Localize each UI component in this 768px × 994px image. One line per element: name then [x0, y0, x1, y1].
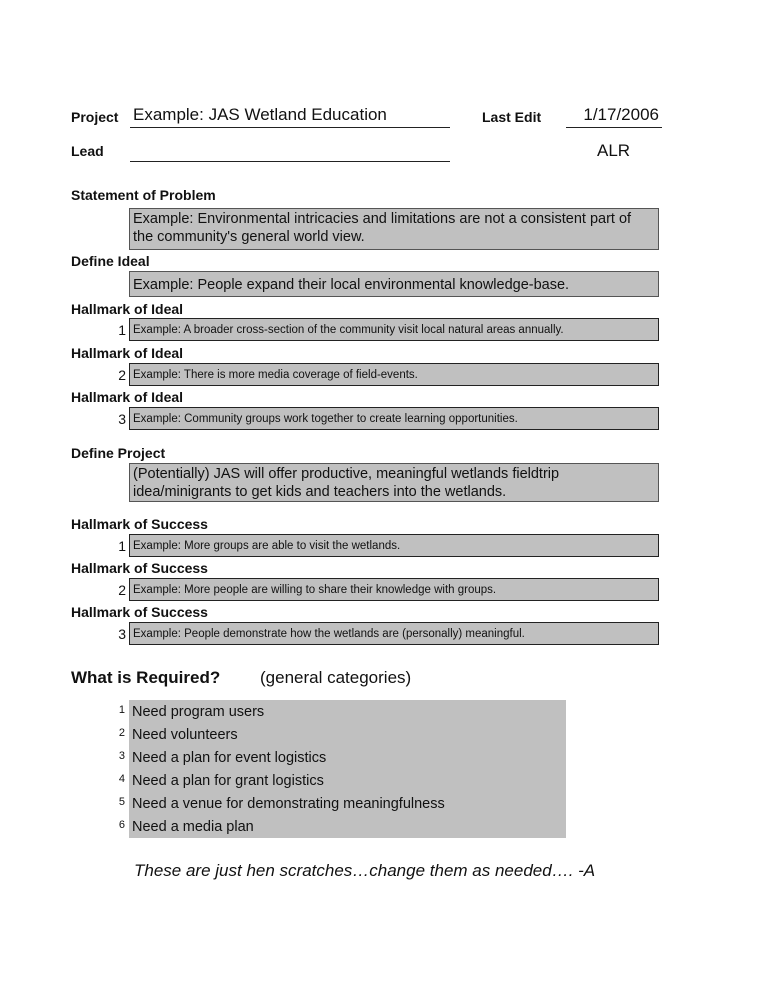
ideal-hallmark-text-3: Example: Community groups work together to create learning opportunities.: [133, 413, 518, 425]
success-hallmark-number-3: 3: [118, 626, 126, 642]
lead-label: Lead: [71, 143, 104, 159]
required-item-text-6: Need a media plan: [132, 819, 254, 835]
project-name-value: Example: JAS Wetland Education: [133, 105, 387, 124]
last-edit-value: 1/17/2006: [583, 105, 659, 124]
required-item-4[interactable]: [118, 770, 566, 793]
ideal-hallmark-label-1: Hallmark of Ideal: [71, 301, 184, 317]
success-hallmark-text-3: Example: People demonstrate how the wetlands are (personally) meaningful.: [133, 628, 525, 640]
required-item-text-1: Need program users: [132, 704, 265, 720]
required-item-text-2: Need volunteers: [132, 727, 238, 743]
required-item-number-1: 1: [118, 704, 125, 716]
problem-box[interactable]: [129, 208, 659, 250]
ideal-text: Example: People expand their local environmental knowledge-base.: [133, 277, 570, 293]
project-define-text: (Potentially) JAS will offer productive, meaningful wetlands fieldtrip idea/minigrants to get kids and teachers into the wetlands.: [133, 466, 560, 500]
required-list: [118, 700, 566, 838]
required-item-number-6: 6: [118, 819, 125, 831]
success-hallmark-number-1: 1: [118, 538, 126, 554]
author-note: These are just hen scratches…change them as needed…. -A: [134, 861, 596, 880]
required-item-3[interactable]: [118, 747, 566, 770]
required-item-number-5: 5: [118, 796, 125, 808]
required-item-text-4: Need a plan for grant logistics: [132, 773, 324, 789]
ideal-box[interactable]: [129, 271, 659, 297]
success-hallmark-label-1: Hallmark of Success: [71, 516, 208, 532]
ideal-hallmark-text-2: Example: There is more media coverage of field-events.: [133, 369, 418, 381]
required-item-number-2: 2: [118, 727, 125, 739]
project-define-box[interactable]: [129, 463, 659, 502]
problem-text: Example: Environmental intricacies and limitations are not a consistent part of the community's general world view.: [133, 211, 632, 245]
success-hallmark-text-1: Example: More groups are able to visit the wetlands.: [133, 540, 401, 552]
ideal-hallmark-label-3: Hallmark of Ideal: [71, 389, 184, 405]
success-hallmark-box-3[interactable]: [129, 622, 659, 645]
required-item-6[interactable]: [118, 816, 566, 839]
success-hallmark-box-2[interactable]: [129, 578, 659, 601]
editor-initials: ALR: [597, 141, 631, 160]
ideal-hallmark-box-3[interactable]: [129, 407, 659, 430]
project-name-field[interactable]: [130, 105, 450, 128]
last-edit-field[interactable]: [566, 105, 662, 128]
success-hallmark-label-3: Hallmark of Success: [71, 604, 208, 620]
ideal-label: Define Ideal: [71, 253, 150, 269]
project-define-label: Define Project: [71, 445, 166, 461]
ideal-hallmark-box-1[interactable]: [129, 318, 659, 341]
success-hallmark-text-2: Example: More people are willing to share their knowledge with groups.: [133, 584, 497, 596]
success-hallmark-number-2: 2: [118, 582, 126, 598]
ideal-hallmark-box-2[interactable]: [129, 363, 659, 386]
required-item-5[interactable]: [118, 793, 566, 816]
ideal-hallmark-label-2: Hallmark of Ideal: [71, 345, 184, 361]
required-item-number-4: 4: [118, 773, 125, 785]
project-label: Project: [71, 109, 119, 125]
ideal-hallmark-number-2: 2: [118, 367, 126, 383]
required-item-text-5: Need a venue for demonstrating meaningfulness: [132, 796, 445, 812]
last-edit-label: Last Edit: [482, 109, 542, 125]
ideal-hallmark-number-3: 3: [118, 411, 126, 427]
success-hallmark-box-1[interactable]: [129, 534, 659, 557]
required-subtitle: (general categories): [260, 668, 412, 687]
lead-field[interactable]: [130, 140, 450, 162]
ideal-hallmark-text-1: Example: A broader cross-section of the community visit local natural areas annually.: [133, 324, 564, 336]
required-item-number-3: 3: [118, 750, 125, 762]
required-title: What is Required?: [71, 668, 221, 687]
success-hallmark-label-2: Hallmark of Success: [71, 560, 208, 576]
required-item-text-3: Need a plan for event logistics: [132, 750, 327, 766]
required-item-2[interactable]: [118, 724, 566, 747]
required-item-1[interactable]: [118, 701, 566, 724]
ideal-hallmark-number-1: 1: [118, 322, 126, 338]
problem-label: Statement of Problem: [71, 187, 216, 203]
